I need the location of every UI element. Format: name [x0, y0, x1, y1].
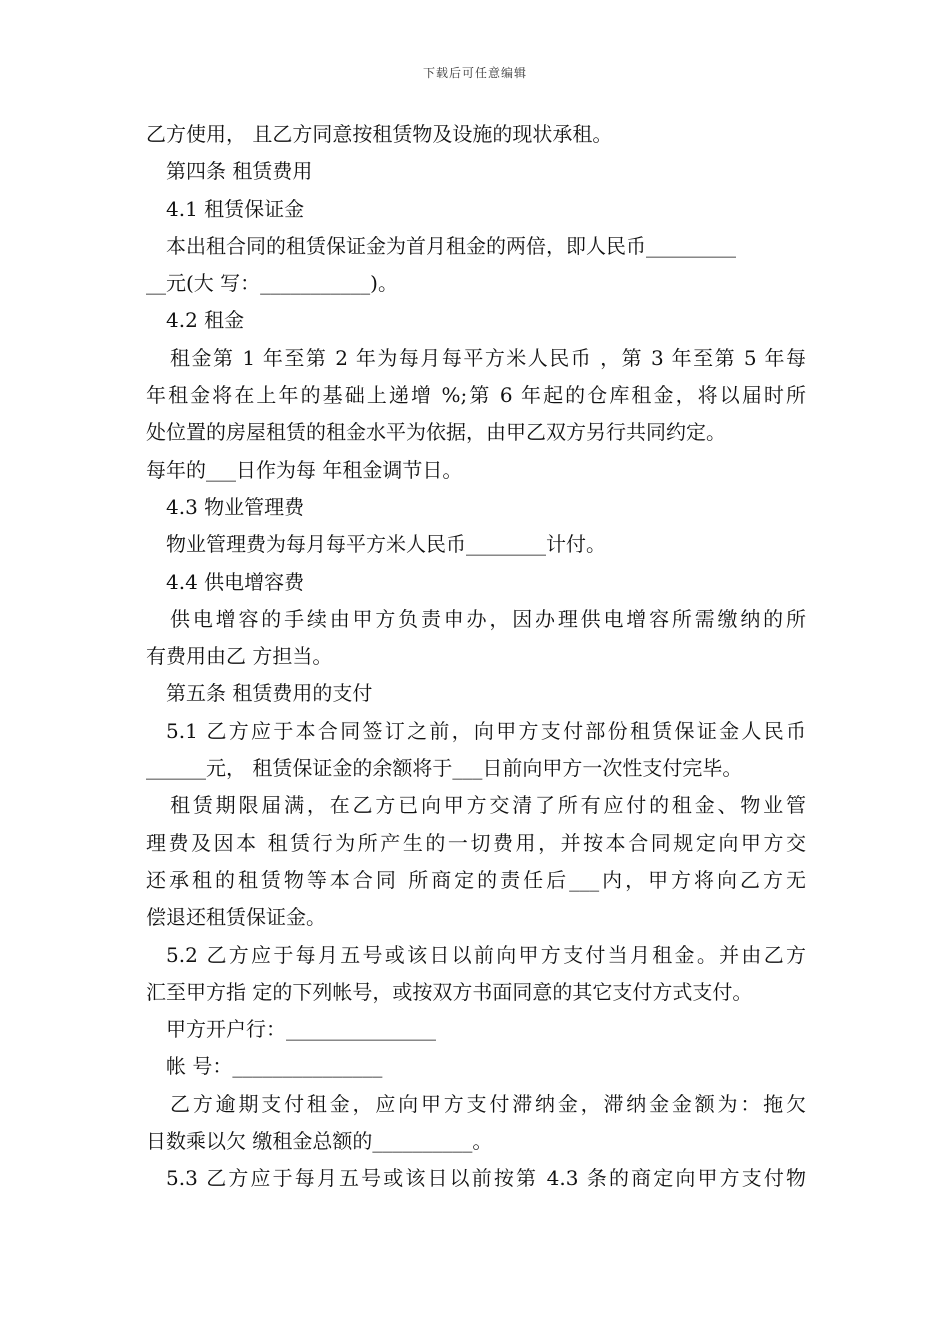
document-line: 本出租合同的租赁保证金为首月租金的两倍，即人民币_________ [166, 233, 736, 258]
page-header: 下载后可任意编辑 [422, 66, 527, 80]
document-line: 4.4 供电增容费 [166, 569, 305, 594]
document-line: 5.3 乙方应于每月五号或该日以前按第 4.3 条的商定向甲方支付物 [166, 1166, 806, 1191]
document-line: 租赁期限届满，在乙方已向甲方交清了所有应付的租金、物业管 [170, 793, 806, 818]
document-line: 4.3 物业管理费 [166, 494, 305, 519]
document-line: 汇至甲方指 定的下列帐号，或按双方书面同意的其它支付方式支付。 [146, 979, 753, 1004]
document-line: 年租金将在上年的基础上递增 %;第 6 年起的仓库租金，将以届时所 [146, 383, 806, 408]
document-line: 第五条 租赁费用的支付 [166, 681, 373, 706]
document-body [146, 116, 806, 1198]
document-line: 帐 号：_______________ [166, 1054, 383, 1079]
document-line: 4.2 租金 [166, 308, 245, 333]
document-line: 5.1 乙方应于本合同签订之前，向甲方支付部份租赁保证金人民币 [166, 718, 806, 743]
document-line: 理费及因本 租赁行为所产生的一切费用，并按本合同规定向甲方交 [146, 830, 806, 855]
document-line: 第四条 租赁费用 [166, 159, 313, 184]
document-line: 处位置的房屋租赁的租金水平为依据，由甲乙双方另行共同约定。 [146, 420, 726, 445]
document-line: 物业管理费为每月每平方米人民币________计付。 [166, 532, 606, 557]
document-line: __元(大 写：___________)。 [146, 271, 398, 296]
document-line: 还承租的租赁物等本合同 所商定的责任后___内，甲方将向乙方无 [146, 867, 806, 892]
document-line: 乙方逾期支付租金，应向甲方支付滞纳金，滞纳金金额为：拖欠 [170, 1091, 806, 1116]
document-line: 租金第 1 年至第 2 年为每月每平方米人民币 ，第 3 年至第 5 年每 [170, 345, 806, 370]
document-line: ______元， 租赁保证金的余额将于___日前向甲方一次性支付完毕。 [146, 756, 743, 781]
document-line: 每年的___日作为每 年租金调节日。 [146, 457, 463, 482]
document-line: 甲方开户行：_______________ [166, 1017, 436, 1042]
document-line: 4.1 租赁保证金 [166, 196, 305, 221]
document-line: 有费用由乙 方担当。 [146, 644, 333, 669]
document-line: 乙方使用， 且乙方同意按租赁物及设施的现状承租。 [146, 122, 613, 146]
document-line: 日数乘以欠 缴租金总额的__________。 [146, 1129, 493, 1154]
document-line: 5.2 乙方应于每月五号或该日以前向甲方支付当月租金。并由乙方 [166, 942, 806, 967]
document-line: 供电增容的手续由甲方负责申办，因办理供电增容所需缴纳的所 [170, 606, 806, 631]
document-line: 偿退还租赁保证金。 [146, 905, 326, 930]
